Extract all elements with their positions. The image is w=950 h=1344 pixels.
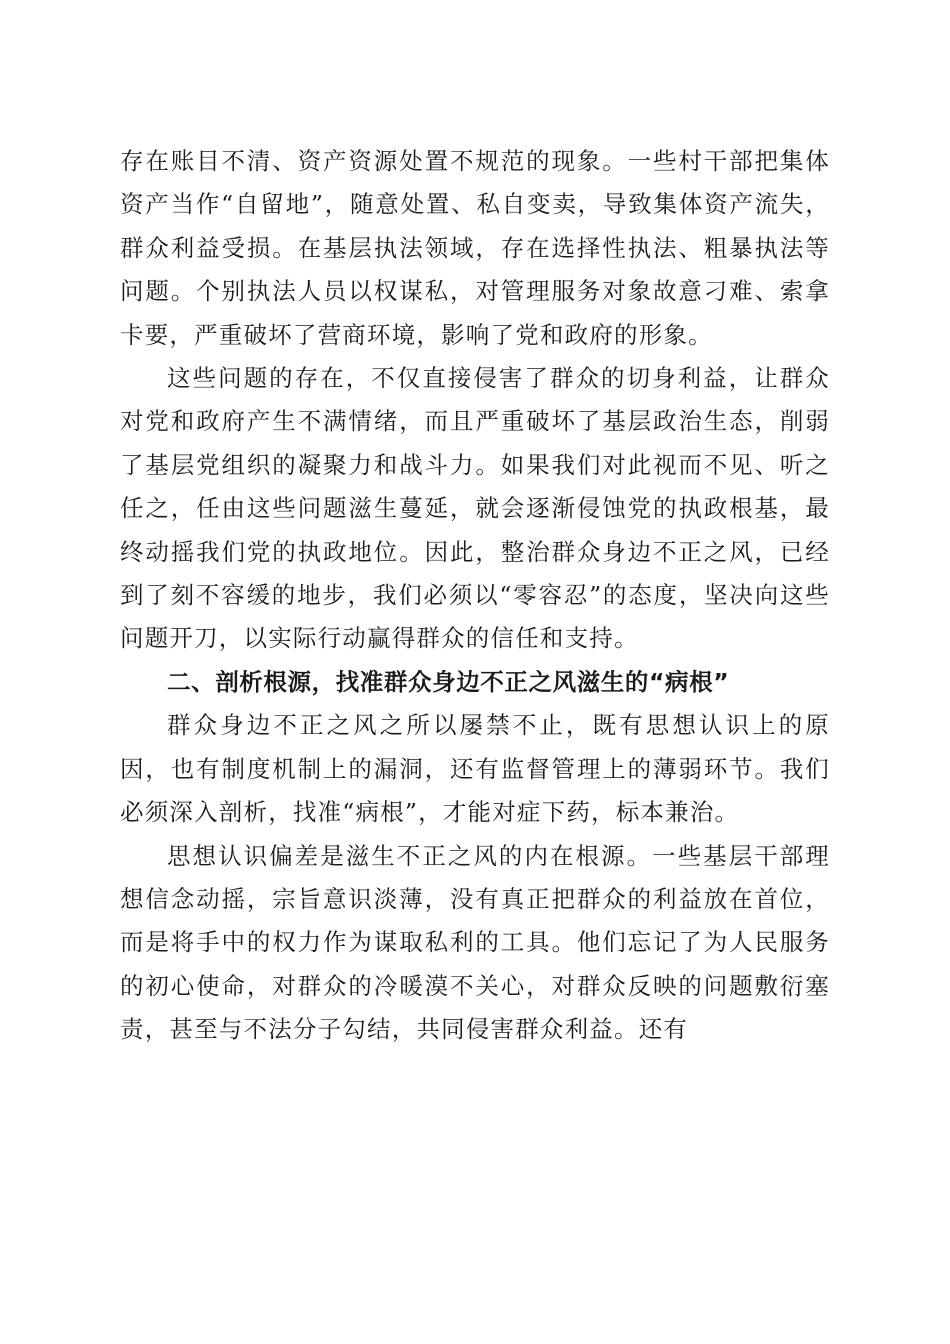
paragraph-root-causes-intro: 群众身边不正之风之所以屡禁不止，既有思想认识上的原因，也有制度机制上的漏洞，还有监督管理上的薄弱环节。我们必须深入剖析，找准“病根”，才能对症下药，标本兼治。 <box>120 711 830 827</box>
paragraph-asset-issues: 存在账目不清、资产资源处置不规范的现象。一些村干部把集体资产当作“自留地”，随意处置、私自变卖，导致集体资产流失，群众利益受损。在基层执法领域，存在选择性执法、粗暴执法等问题。个别执法人员以权谋私，对管理服务对象故意刁难、索拿卡要，严重破坏了营商环境，影响了党和政府的形象。 <box>120 147 830 349</box>
section-heading-root-causes: 二、剖析根源，找准群众身边不正之风滋生的“病根” <box>167 667 730 696</box>
paragraph-ideological-deviation: 思想认识偏差是滋生不正之风的内在根源。一些基层干部理想信念动摇，宗旨意识淡薄，没有真正把群众的利益放在首位，而是将手中的权力作为谋取私利的工具。他们忘记了为人民服务的初心使命，对群众的冷暖漠不关心，对群众反映的问题敷衍塞责，甚至与不法分子勾结，共同侵害群众利益。还有 <box>120 841 830 1044</box>
paragraph-consequences: 这些问题的存在，不仅直接侵害了群众的切身利益，让群众对党和政府产生不满情绪，而且严重破坏了基层政治生态，削弱了基层党组织的凝聚力和战斗力。如果我们对此视而不见、听之任之，任由这些问题滋生蔓延，就会逐渐侵蚀党的执政根基，最终动摇我们党的执政地位。因此，整治群众身边不正之风，已经到了刻不容缓的地步，我们必须以“零容忍”的态度，坚决向这些问题开刀，以实际行动赢得群众的信任和支持。 <box>120 364 830 653</box>
document-body <box>120 140 830 1052</box>
